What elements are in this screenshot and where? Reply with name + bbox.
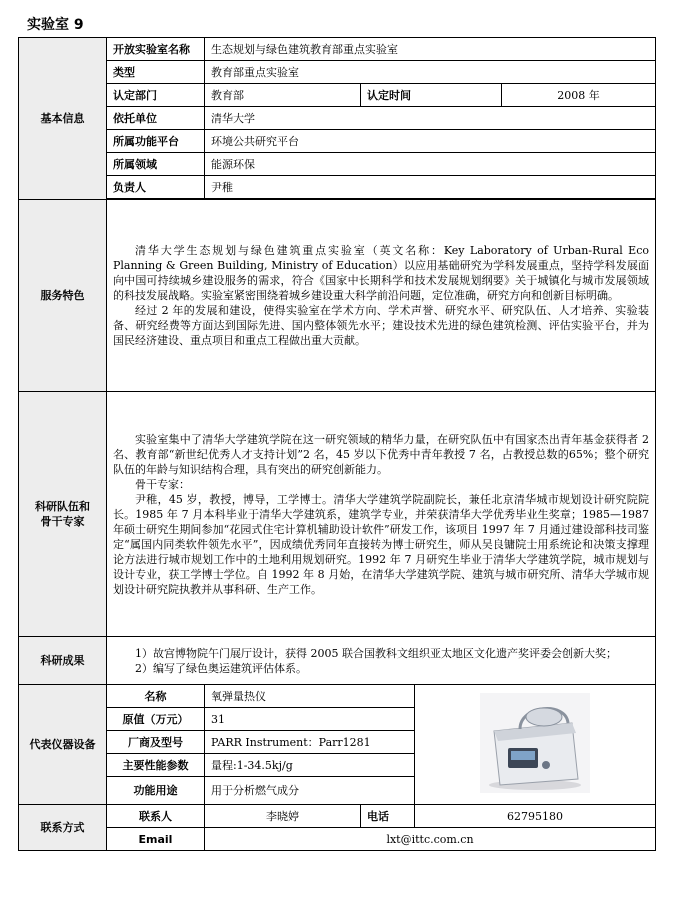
results-item-2: 2）编写了绿色奥运建筑评估体系。 — [135, 661, 307, 675]
instrument-use-label: 功能用途 — [107, 777, 205, 805]
unit-value: 清华大学 — [205, 107, 656, 130]
instrument-perf-label: 主要性能参数 — [107, 754, 205, 777]
calorimeter-photo-icon — [480, 693, 590, 793]
dept-value: 教育部 — [205, 84, 361, 107]
contact-person-value: 李晓婷 — [205, 805, 361, 828]
instrument-use-value: 用于分析燃气成分 — [205, 777, 415, 805]
type-label: 类型 — [107, 61, 205, 84]
type-value: 教育部重点实验室 — [205, 61, 656, 84]
field-label: 所属领域 — [107, 153, 205, 176]
team-section-line-1: 科研队伍和 — [35, 500, 90, 513]
instrument-maker-value: PARR Instrument：Parr1281 — [205, 731, 415, 754]
contact-person-label: 联系人 — [107, 805, 205, 828]
contact-email-value: lxt@ittc.com.cn — [205, 828, 656, 851]
unit-label: 依托单位 — [107, 107, 205, 130]
instrument-maker-label: 厂商及型号 — [107, 731, 205, 754]
head-label: 负责人 — [107, 176, 205, 199]
time-label: 认定时间 — [361, 84, 502, 107]
platform-label: 所属功能平台 — [107, 130, 205, 153]
instrument-price-label: 原值（万元） — [107, 708, 205, 731]
lab-name-label: 开放实验室名称 — [107, 38, 205, 61]
lab-info-table — [18, 37, 656, 851]
instrument-price-value: 31 — [205, 708, 415, 731]
dept-label: 认定部门 — [107, 84, 205, 107]
head-value: 尹稚 — [205, 176, 656, 199]
lab-name-value: 生态规划与绿色建筑教育部重点实验室 — [205, 38, 656, 61]
section-instrument: 代表仪器设备 — [19, 685, 107, 805]
features-paragraph-1: 清华大学生态规划与绿色建筑重点实验室（英文名称：Key Laboratory of Urban-Rural Eco Planning & Green Building, Ministry of Education）以应用基础研究为学科发展重点，坚持学科发展面向中国可持续城乡建设服务的需求，符合《国家中长期科学和技术发展规划纲要》关于城镇化与城市发展领域的科技发展战略。实验室紧密围绕着城乡建设重大科学前沿问题，定位准确，研究方向和创新目标明确。 — [113, 244, 649, 302]
instrument-photo-cell — [415, 685, 656, 805]
instrument-name-label: 名称 — [107, 685, 205, 708]
section-results: 科研成果 — [19, 637, 107, 685]
contact-phone-label: 电话 — [361, 805, 415, 828]
team-section-line-2: 骨干专家 — [40, 515, 85, 528]
contact-phone-value: 62795180 — [415, 805, 656, 828]
section-contact: 联系方式 — [19, 805, 107, 851]
results-text — [107, 637, 656, 685]
features-paragraph-2: 经过 2 年的发展和建设，使得实验室在学术方向、学术声誉、研究水平、研究队伍、人才培养、实验装备、研究经费等方面达到国际先进、国内整体领先水平；建设技术先进的绿色建筑检测、评估实验平台，并为国民经济建设、重点项目和重点工程做出重大贡献。 — [113, 304, 649, 347]
team-paragraph-1: 实验室集中了清华大学建筑学院在这一研究领域的精华力量，在研究队伍中有国家杰出青年基金获得者 2 名、教育部“新世纪优秀人才支持计划”2 名，45 岁以下优秀中青年教授 7 名，占教授总数的65%；整个研究队伍的年龄与知识结构合理，具有突出的研究创新能力。 — [113, 432, 649, 476]
results-item-1: 1）故宫博物院午门展厅设计，获得 2005 联合国教科文组织亚太地区文化遗产奖评委会创新大奖； — [135, 646, 617, 660]
team-paragraph-2: 骨干专家： — [135, 477, 190, 491]
platform-value: 环境公共研究平台 — [205, 130, 656, 153]
instrument-perf-value: 量程:1-34.5kj/g — [205, 754, 415, 777]
instrument-name-value: 氧弹量热仪 — [205, 685, 415, 708]
features-text — [107, 200, 656, 392]
section-basic-info: 基本信息 — [19, 38, 107, 200]
section-features: 服务特色 — [19, 200, 107, 392]
team-paragraph-3: 尹稚，45 岁，教授，博导，工学博士。清华大学建筑学院副院长，兼任北京清华城市规划设计研究院院长。1985 年 7 月本科毕业于清华大学建筑系，建筑学专业，并荣获清华大学优秀毕业生奖章；1985—1987 年硕士研究生期间参加“花园式住宅计算机辅助设计软件”研发工作，该项目 1997 年 7 月通过建设部科技司鉴定“属国内同类软件领先水平”，因成绩优秀同年直接转为博士研究生，师从吴良镛院士用系统论和决策支撑理论方法进行城市规划工作中的土地利用规划研究。1992 年 7 月研究生毕业于清华大学建筑学院，城市规划与设计专业，获工学博士学位。自 1992 年 8 月始，在清华大学建筑学院、建筑与城市研究所、清华大学城市规划设计研究院执教并从事科研、生产工作。 — [113, 492, 649, 596]
time-value: 2008 年 — [502, 84, 656, 107]
page-title: 实验室 9 — [27, 17, 84, 33]
field-value: 能源环保 — [205, 153, 656, 176]
team-text — [107, 392, 656, 637]
section-team — [19, 392, 107, 637]
contact-email-label: Email — [107, 828, 205, 851]
